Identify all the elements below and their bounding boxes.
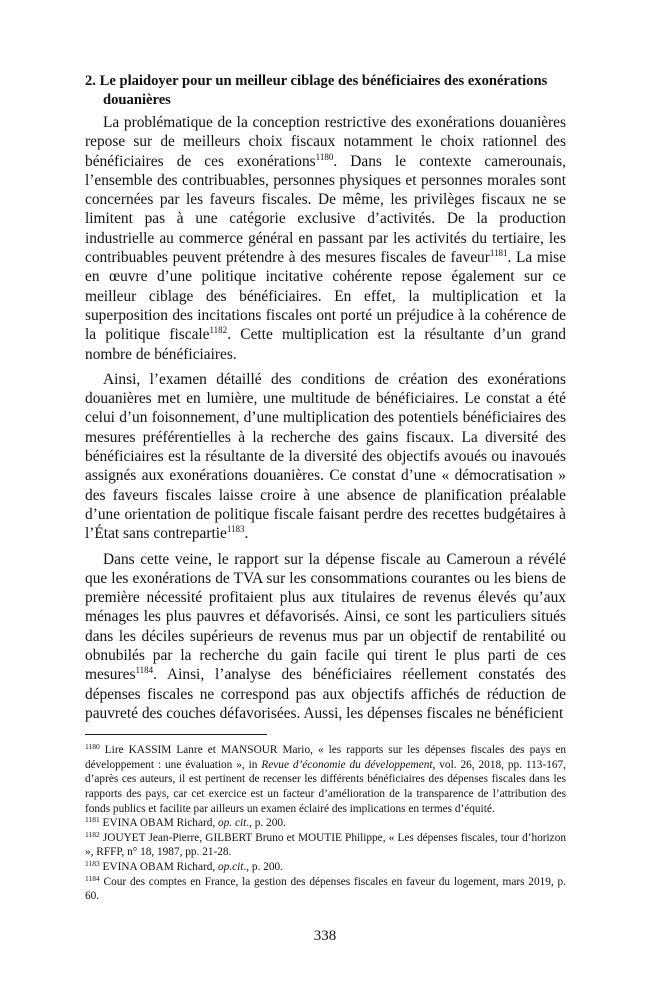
footnote-1180: $^{1180}$ Lire KASSIM Lanre et MANSOUR Mario, « les rapports sur les dépenses fiscales des pays en développement : une évaluation », in Revue d’économie du développement, vol. 26, 2018, pp. 113-167, d’après ces auteurs, il est pertinent de recenser les différents bénéficiaires des dépenses fiscales dans les rapports des pays, car cet exercice est un facteur d’amélioration de la transparence de l’attribution des fonds publics et facilite par ailleurs un examen éclairé des implications en termes d’équité. [85, 742, 566, 815]
footnotes [85, 743, 566, 904]
footnote-1182: $^{1182}$ JOUYET Jean-Pierre, GILBERT Bruno et MOUTIE Philippe, « Les dépenses fiscales, tour d’horizon », RFFP, n° 18, 1987, pp. 21-28. [85, 829, 566, 859]
footnote-ref: 1184 [85, 873, 100, 883]
footnote-ref: 1182 [85, 829, 100, 839]
footnote-ref: 1183 [85, 858, 100, 868]
footnote-ref: 1180 [85, 742, 100, 752]
footnote-ref: 1181 [85, 815, 100, 825]
italic-text: op. cit [218, 817, 247, 830]
body-paragraph: Dans cette veine, le rapport sur la dépense fiscale au Cameroun a révélé que les exonérations de TVA sur les consommations courantes ou les biens de première nécessité profitaient plus aux titulaires de revenus élevés qu’aux ménages les plus pauvres et défavorisés. Ainsi, ce sont les particuliers situés dans les déciles supérieurs de revenus mus par un objectif de rentabilité ou obnubilés par la recherche du gain facile qui tirent le plus parti de ces mesures$^{1184}$. Ainsi, l’analyse des bénéficiaires réellement constatés des dépenses fiscales ne correspond pas aux objectifs affichés de réduction de pauvreté des couches défavorisées. Aussi, les dépenses fiscales ne bénéficient [85, 550, 566, 722]
footnote-ref: 1184 [135, 665, 154, 676]
footnote-ref: 1180 [315, 151, 334, 162]
body-paragraph: La problématique de la conception restrictive des exonérations douanières repose sur de meilleurs choix fiscaux notamment le choix rationnel des bénéficiaires de ces exonérations$^{1180}$. Dans le contexte camerounais, l’ensemble des contribuables, personnes physiques et personnes morales sont concernées par les faveurs fiscales. De même, les privilèges fiscaux ne se limitent pas à une catégorie exclusive d’activités. De la production industrielle au commerce général en passant par les activités du tertiaire, les contribuables peuvent prétendre à des mesures fiscales de faveur$^{1181}$. La mise en œuvre d’une politique incitative cohérente repose également sur ce meilleur ciblage des bénéficiaires. En effet, la multiplication et la superposition des incitations fiscales ont porté un préjudice à la cohérence de la politique fiscale$^{1182}$. Cette multiplication est la résultante d’un grand nombre de bénéficiaires. [85, 114, 566, 363]
italic-text: op.cit [218, 860, 244, 873]
footnote-1184: $^{1184}$ Cour des comptes en France, la gestion des dépenses fiscales en faveur du logement, mars 2019, p. 60. [85, 873, 566, 903]
body-text [85, 113, 566, 723]
italic-text: Revue d’économie du développement [261, 758, 433, 771]
footnote-ref: 1182 [209, 325, 228, 336]
footnote-ref: 1183 [226, 524, 245, 535]
footnote-ref: 1181 [489, 248, 508, 259]
footnote-separator [85, 734, 267, 735]
footnote-1181: $^{1181}$ EVINA OBAM Richard, op. cit., p. 200. [85, 815, 286, 830]
footnote-1183: $^{1183}$ EVINA OBAM Richard, op.cit., p. 200. [85, 858, 283, 873]
body-paragraph: Ainsi, l’examen détaillé des conditions de création des exonérations douanières met en lumière, une multitude de bénéficiaires. Le constat a été celui d’un foisonnement, d’une multiplication des potentiels bénéficiaires des mesures préférentielles à la recherche des gains fiscaux. La diversité des bénéficiaires est la résultante de la diversité des objectifs avoués ou inavoués assignés aux exonérations douanières. Ce constat d’une « démocratisation » des faveurs fiscales laisse croire à une absence de planification préalable d’une orientation de politique fiscale faisant perdre des recettes budgétaires à l’État sans contrepartie$^{1183}$. [85, 370, 566, 543]
section-heading: 2. Le plaidoyer pour un meilleur ciblage des bénéficiaires des exonérations douanières [85, 73, 548, 108]
page-content [85, 72, 566, 904]
page-number: 338 [313, 928, 337, 944]
